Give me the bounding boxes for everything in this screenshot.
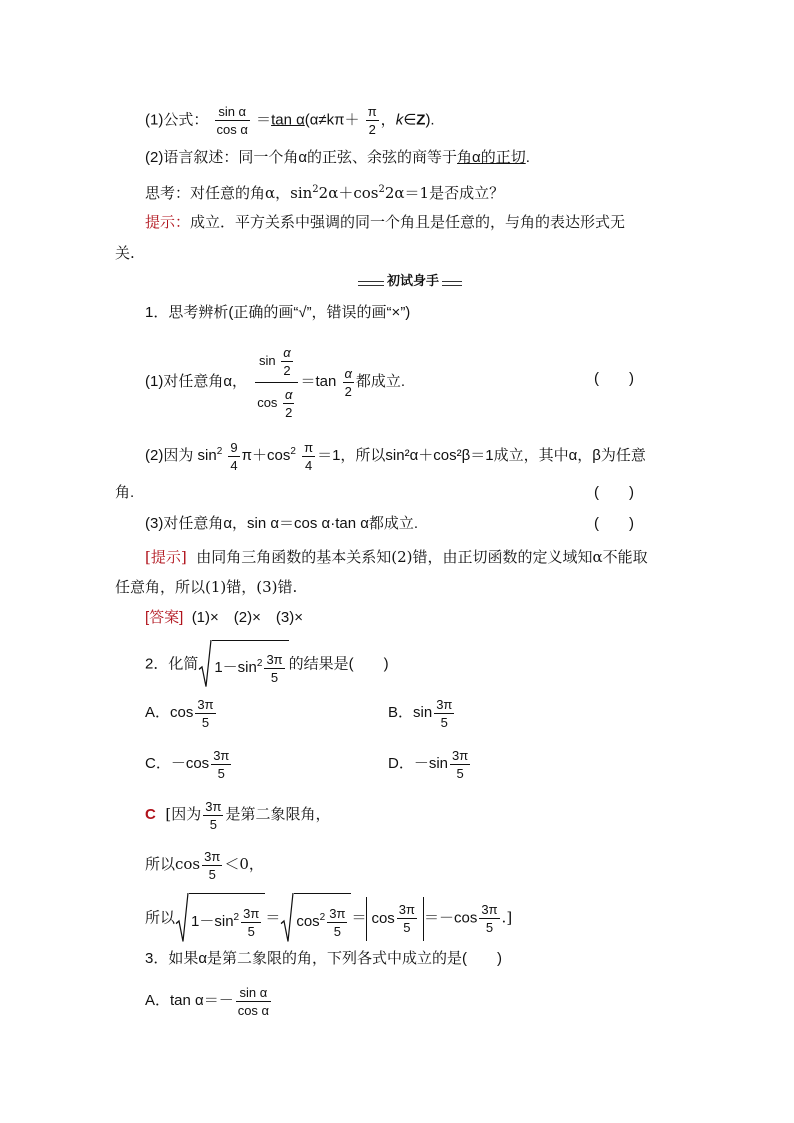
sin-half-over-cos-half bbox=[255, 344, 298, 421]
q3-stem-text: 3．如果α是第二象限的角，下列各式中成立的是( ) bbox=[145, 950, 503, 967]
q1-stem bbox=[145, 303, 410, 323]
answer-blank: ( ) bbox=[594, 484, 634, 501]
option-a-text: A．cos bbox=[145, 704, 194, 721]
formula-line bbox=[145, 103, 435, 138]
q1-hint-text-cont: 任意角，所以(1)错，(3)错. bbox=[115, 578, 298, 596]
answer-blank: ( ) bbox=[594, 515, 634, 532]
option-c-text: C．－cos bbox=[145, 755, 210, 772]
item-3-text: (3)对任意角α，sin α＝cos α·tan α都成立. bbox=[145, 515, 419, 532]
q1-answer-label: [答案] bbox=[145, 609, 184, 626]
numerator: α bbox=[344, 365, 352, 381]
denominator: 5 bbox=[217, 765, 225, 781]
verbal-line bbox=[145, 148, 530, 168]
q1-hint-label: [提示] bbox=[145, 548, 187, 566]
pi-over-two-fraction bbox=[366, 103, 379, 138]
item-2-post: ＝1，所以sin²α＋cos²β＝1成立，其中α，β为任意 bbox=[317, 447, 646, 464]
formula-label: (1)公式： bbox=[145, 111, 209, 129]
half-alpha bbox=[343, 365, 354, 400]
denominator: cos α bbox=[237, 1002, 270, 1018]
q2-solution-line-2 bbox=[145, 843, 264, 885]
option-b-text: B．sin bbox=[388, 704, 433, 721]
numerator: α bbox=[285, 386, 293, 402]
q2-option-c bbox=[145, 743, 233, 785]
denominator: 5 bbox=[440, 714, 448, 730]
denominator: 5 bbox=[270, 669, 279, 685]
think-text-b: 2α＋cos bbox=[318, 184, 379, 202]
q3-option-a bbox=[145, 979, 273, 1023]
three-pi-over-five bbox=[241, 905, 261, 940]
one-minus-sin: 1－sin bbox=[214, 659, 257, 676]
numerator: 3π bbox=[197, 696, 214, 712]
pi-plus-cos: π＋cos bbox=[241, 447, 291, 464]
nine-over-four bbox=[228, 439, 239, 474]
item-1-post: 都成立. bbox=[355, 373, 406, 390]
sin-over-cos-fraction bbox=[215, 103, 250, 138]
three-pi-over-five bbox=[195, 696, 215, 731]
three-pi-over-five bbox=[397, 901, 417, 936]
section-title: 初试身手 bbox=[384, 272, 442, 292]
sol-1-post: 是第二象限角， bbox=[225, 805, 331, 823]
superscript: 2 bbox=[216, 446, 223, 457]
three-pi-over-five bbox=[479, 901, 499, 936]
cos-text: cos bbox=[257, 394, 278, 410]
q2-option-d bbox=[388, 743, 472, 785]
numerator: α bbox=[283, 344, 291, 360]
numerator: 3π bbox=[481, 902, 498, 917]
three-pi-over-five bbox=[450, 747, 470, 782]
item-2-pre: (2)因为 sin bbox=[145, 447, 217, 464]
numerator: 3π bbox=[398, 902, 415, 918]
numerator: sin α bbox=[236, 984, 271, 1002]
sol-2-post: ＜0， bbox=[224, 855, 264, 873]
numerator: π bbox=[304, 439, 314, 455]
cos-text: cos bbox=[371, 909, 395, 927]
q2-answer-letter: C bbox=[145, 806, 156, 823]
think-text-a: 思考：对任意的角α，sin bbox=[145, 184, 313, 202]
half-alpha bbox=[283, 386, 294, 421]
blank-3 bbox=[594, 514, 634, 534]
denominator: 5 bbox=[403, 920, 411, 936]
hint-text: 成立．平方关系中强调的同一个角且是任意的，与角的表达形式无 bbox=[190, 213, 626, 231]
close-bracket: .] bbox=[501, 908, 513, 927]
in-symbol: ∈ bbox=[403, 111, 417, 129]
q1-item-2 bbox=[145, 432, 646, 476]
q1-item-1 bbox=[145, 342, 405, 422]
radical-sign bbox=[175, 893, 189, 944]
sol-3-pre: 所以 bbox=[145, 908, 176, 927]
superscript: 2 bbox=[290, 446, 296, 457]
sin-text: sin bbox=[258, 352, 276, 368]
period: . bbox=[525, 149, 530, 166]
hint-text-cont: 关. bbox=[115, 244, 135, 262]
numerator: 3π bbox=[204, 848, 221, 864]
q2-pre: 2．化简 bbox=[145, 655, 199, 673]
denominator: 5 bbox=[247, 923, 255, 939]
numerator: 3π bbox=[243, 905, 260, 921]
radical-sign bbox=[280, 893, 294, 944]
one-minus-sin: 1－sin bbox=[191, 913, 234, 930]
three-pi-over-five bbox=[434, 696, 454, 731]
three-pi-over-five bbox=[203, 798, 223, 833]
option-d-text: D．－sin bbox=[388, 755, 449, 772]
three-pi-over-five bbox=[202, 848, 222, 883]
numerator: 3π bbox=[205, 798, 222, 814]
sqrt-expression bbox=[280, 893, 351, 944]
superscript: 2 bbox=[312, 184, 319, 195]
q1-hint-line-2 bbox=[115, 577, 297, 597]
half-alpha bbox=[281, 344, 292, 379]
numerator: 3π bbox=[436, 696, 453, 712]
verbal-underlined: 角α的正切 bbox=[457, 149, 526, 166]
item-2-cont-text: 角. bbox=[115, 484, 135, 501]
denominator: 4 bbox=[230, 457, 238, 473]
q1-answer-text: (1)× (2)× (3)× bbox=[191, 609, 303, 626]
hint-line-2 bbox=[115, 243, 135, 263]
denominator: 2 bbox=[344, 383, 352, 399]
denominator: 5 bbox=[333, 923, 341, 939]
numerator: 3π bbox=[266, 651, 283, 667]
equals: ＝ bbox=[256, 111, 272, 129]
blank-1 bbox=[594, 369, 634, 389]
think-line bbox=[145, 180, 504, 203]
sin-over-cos-fraction bbox=[236, 984, 271, 1019]
denominator: 2 bbox=[283, 362, 291, 378]
q2-solution-line-3 bbox=[145, 893, 512, 944]
tan-underlined: tan α bbox=[271, 111, 305, 129]
denominator: 5 bbox=[456, 765, 464, 781]
denominator: 2 bbox=[368, 122, 376, 137]
superscript: 2 bbox=[256, 658, 263, 669]
q1-item-2-cont bbox=[115, 483, 134, 503]
q1-hint-line-1 bbox=[145, 547, 648, 567]
item-1-label: (1)对任意角α， bbox=[145, 373, 248, 390]
three-pi-over-five bbox=[264, 651, 284, 686]
sol-2-pre: 所以cos bbox=[145, 855, 201, 873]
answer-blank: ( ) bbox=[594, 370, 634, 387]
superscript: 2 bbox=[319, 912, 326, 923]
sol-3-end: ＝－cos bbox=[424, 909, 478, 927]
denominator: 5 bbox=[201, 714, 210, 730]
section-heading bbox=[358, 272, 462, 292]
q3-option-a-text: A．tan α＝－ bbox=[145, 992, 234, 1009]
denominator: 5 bbox=[208, 866, 216, 882]
q1-hint-text: 由同角三角函数的基本关系知(2)错，由正切函数的定义域知α不能取 bbox=[196, 548, 648, 566]
verbal-text: (2)语言叙述：同一个角α的正弦、余弦的商等于 bbox=[145, 149, 458, 166]
three-pi-over-five bbox=[211, 747, 231, 782]
k-var: k bbox=[395, 111, 404, 129]
condition-text: (α≠kπ＋ bbox=[304, 111, 360, 129]
pi-over-four bbox=[302, 439, 315, 474]
numerator: π bbox=[367, 104, 377, 119]
think-text-c: 2α＝1是否成立？ bbox=[384, 184, 505, 202]
superscript: 2 bbox=[233, 912, 240, 923]
comma: ， bbox=[380, 111, 396, 129]
sol-1-pre: [因为 bbox=[165, 805, 202, 823]
q2-post: 的结果是( ) bbox=[288, 655, 389, 673]
hint-label: 提示： bbox=[145, 213, 191, 231]
q1-answer bbox=[145, 608, 303, 628]
q1-stem-text: 1．思考辨析(正确的画“√”，错误的画“×”) bbox=[145, 304, 411, 321]
sqrt-expression bbox=[175, 893, 265, 944]
q1-item-3 bbox=[145, 514, 418, 534]
numerator: sin α bbox=[215, 103, 250, 121]
cos-text: cos bbox=[296, 913, 320, 930]
denominator: cos α bbox=[216, 122, 248, 137]
q2-stem bbox=[145, 640, 389, 689]
denominator: 5 bbox=[485, 920, 494, 935]
close-paren: ). bbox=[425, 111, 435, 129]
denominator: 5 bbox=[209, 816, 217, 832]
equals: ＝ bbox=[265, 908, 281, 927]
numerator: 9 bbox=[230, 439, 238, 455]
numerator: 3π bbox=[452, 747, 469, 763]
q2-solution-line-1 bbox=[145, 793, 330, 836]
absolute-value bbox=[366, 897, 424, 941]
superscript: 2 bbox=[378, 184, 385, 195]
q2-option-b bbox=[388, 692, 456, 734]
denominator: 2 bbox=[285, 404, 293, 420]
equals: ＝ bbox=[351, 908, 367, 927]
q2-option-a bbox=[145, 692, 218, 734]
blank-2 bbox=[594, 483, 634, 503]
denominator: 4 bbox=[304, 457, 313, 473]
equals-tan: ＝tan bbox=[300, 373, 337, 390]
q3-stem bbox=[145, 949, 502, 969]
sqrt-expression bbox=[198, 640, 288, 689]
integer-set: Z bbox=[416, 111, 426, 129]
hint-line-1 bbox=[145, 212, 625, 232]
three-pi-over-five bbox=[327, 905, 347, 940]
radical-sign bbox=[198, 640, 212, 689]
numerator: 3π bbox=[329, 905, 346, 921]
numerator: 3π bbox=[213, 747, 230, 763]
